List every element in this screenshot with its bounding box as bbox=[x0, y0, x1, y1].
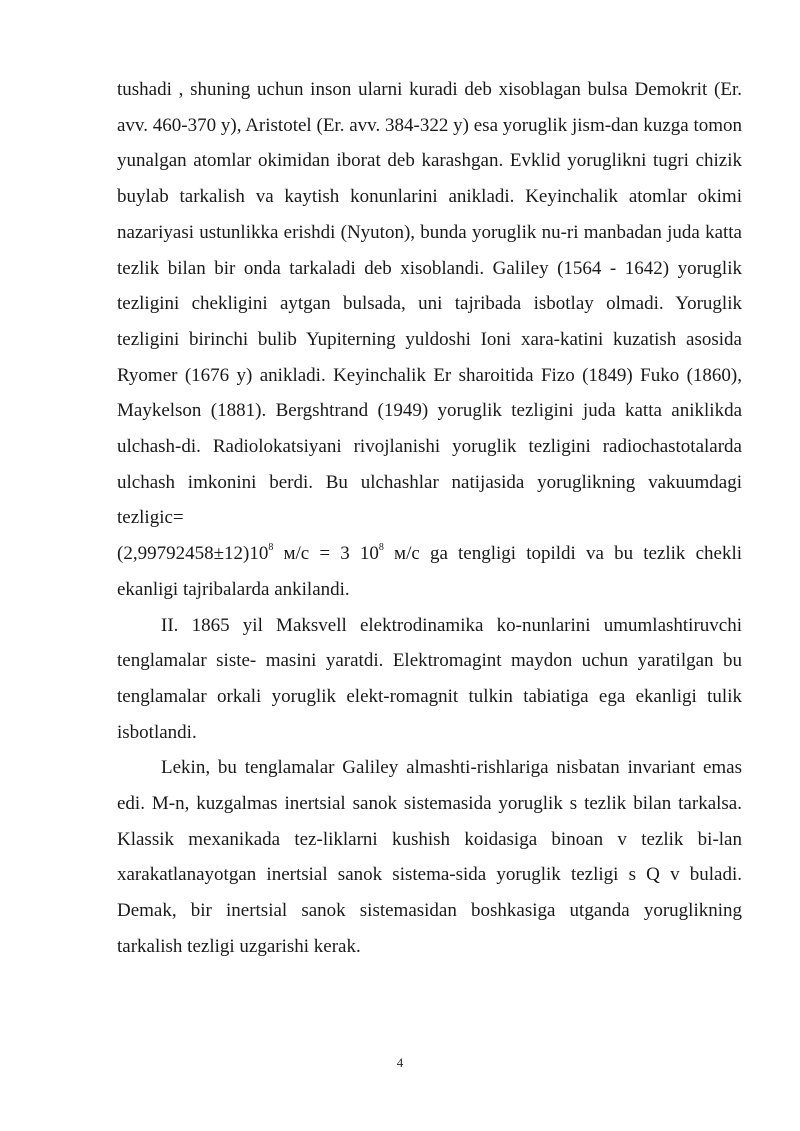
paragraph-text: II. 1865 yil Maksvell elektrodinamika ko-nunlarini umumlashtiruvchi tenglamalar siste- masini yaratdi. Elektromagint maydon uchun yaratilgan bu tenglamalar orkali yoruglik elekt-romagnit tulkin tabiatiga ega ekanligi tulik isbotlandi. bbox=[117, 614, 742, 743]
paragraph-light-history bbox=[117, 72, 742, 608]
paragraph-text: tushadi , shuning uchun inson ularni kuradi deb xisoblagan bulsa Demokrit (Er. avv. 460-370 y), Aristotel (Er. avv. 384-322 y) esa yoruglik jism-dan kuzga tomon yunalgan atomlar okimidan iborat deb karashgan. Evklid yoruglikni tugri chizik buylab tarkalish va kaytish konunlarini anikladi. Keyinchalik atomlar okimi nazariyasi ustunlikka erishdi (Nyuton), bunda yoruglik nu-ri manbadan juda katta tezlik bilan bir onda tarkaladi deb xisoblandi. Galiley (1564 - 1642) yoruglik tezligini chekligini aytgan bulsada, uni tajribada isbotlay olmadi. Yoruglik tezligini birinchi bulib Yupiterning yuldoshi Ioni xara-katini kuzatish asosida Ryomer (1676 y) anikladi. Keyinchalik Er sharoitida Fizo (1849) Fuko (1860), Maykelson (1881). Bergshtrand (1949) yoruglik tezligini juda katta aniklikda ulchash-di. Radiolokatsiyani rivojlanishi yoruglik tezligini radiochastotalarda ulchash imkonini berdi. Bu ulchashlar natijasida yoruglikning vakuumdagi tezligic= bbox=[117, 79, 742, 529]
paragraph-text: Lekin, bu tenglamalar Galiley almashti-rishlariga nisbatan invariant emas edi. M-n, kuzgalmas inertsial sanok sistemasida yoruglik s tezlik bilan tarkalsa. Klassik mexanikada tez-liklarni kushish koidasiga binoan v tezlik bi-lan xarakatlanayotgan inertsial sanok sistema-sida yoruglik tezligi s Q v buladi. Demak, bir inertsial sanok sistemasidan boshkasiga utganda yoruglikning tarkalish tezligi uzgarishi kerak. bbox=[117, 757, 742, 957]
formula-unit: м/с = 3 10 bbox=[273, 543, 379, 565]
document-body bbox=[117, 72, 742, 965]
formula-exponent: 8 bbox=[378, 542, 384, 554]
formula-exponent: 8 bbox=[268, 542, 274, 554]
paragraph-galilean-invariance bbox=[117, 750, 742, 964]
speed-formula bbox=[117, 543, 384, 564]
paragraph-tail: м/с ga tengligi topildi va bu tezlik chekli ekanligi tajribalarda ankilandi. bbox=[117, 543, 742, 600]
paragraph-maxwell bbox=[117, 608, 742, 751]
formula-value: (2,99792458±12)10 bbox=[117, 543, 269, 565]
page-number: 4 bbox=[396, 1055, 404, 1070]
